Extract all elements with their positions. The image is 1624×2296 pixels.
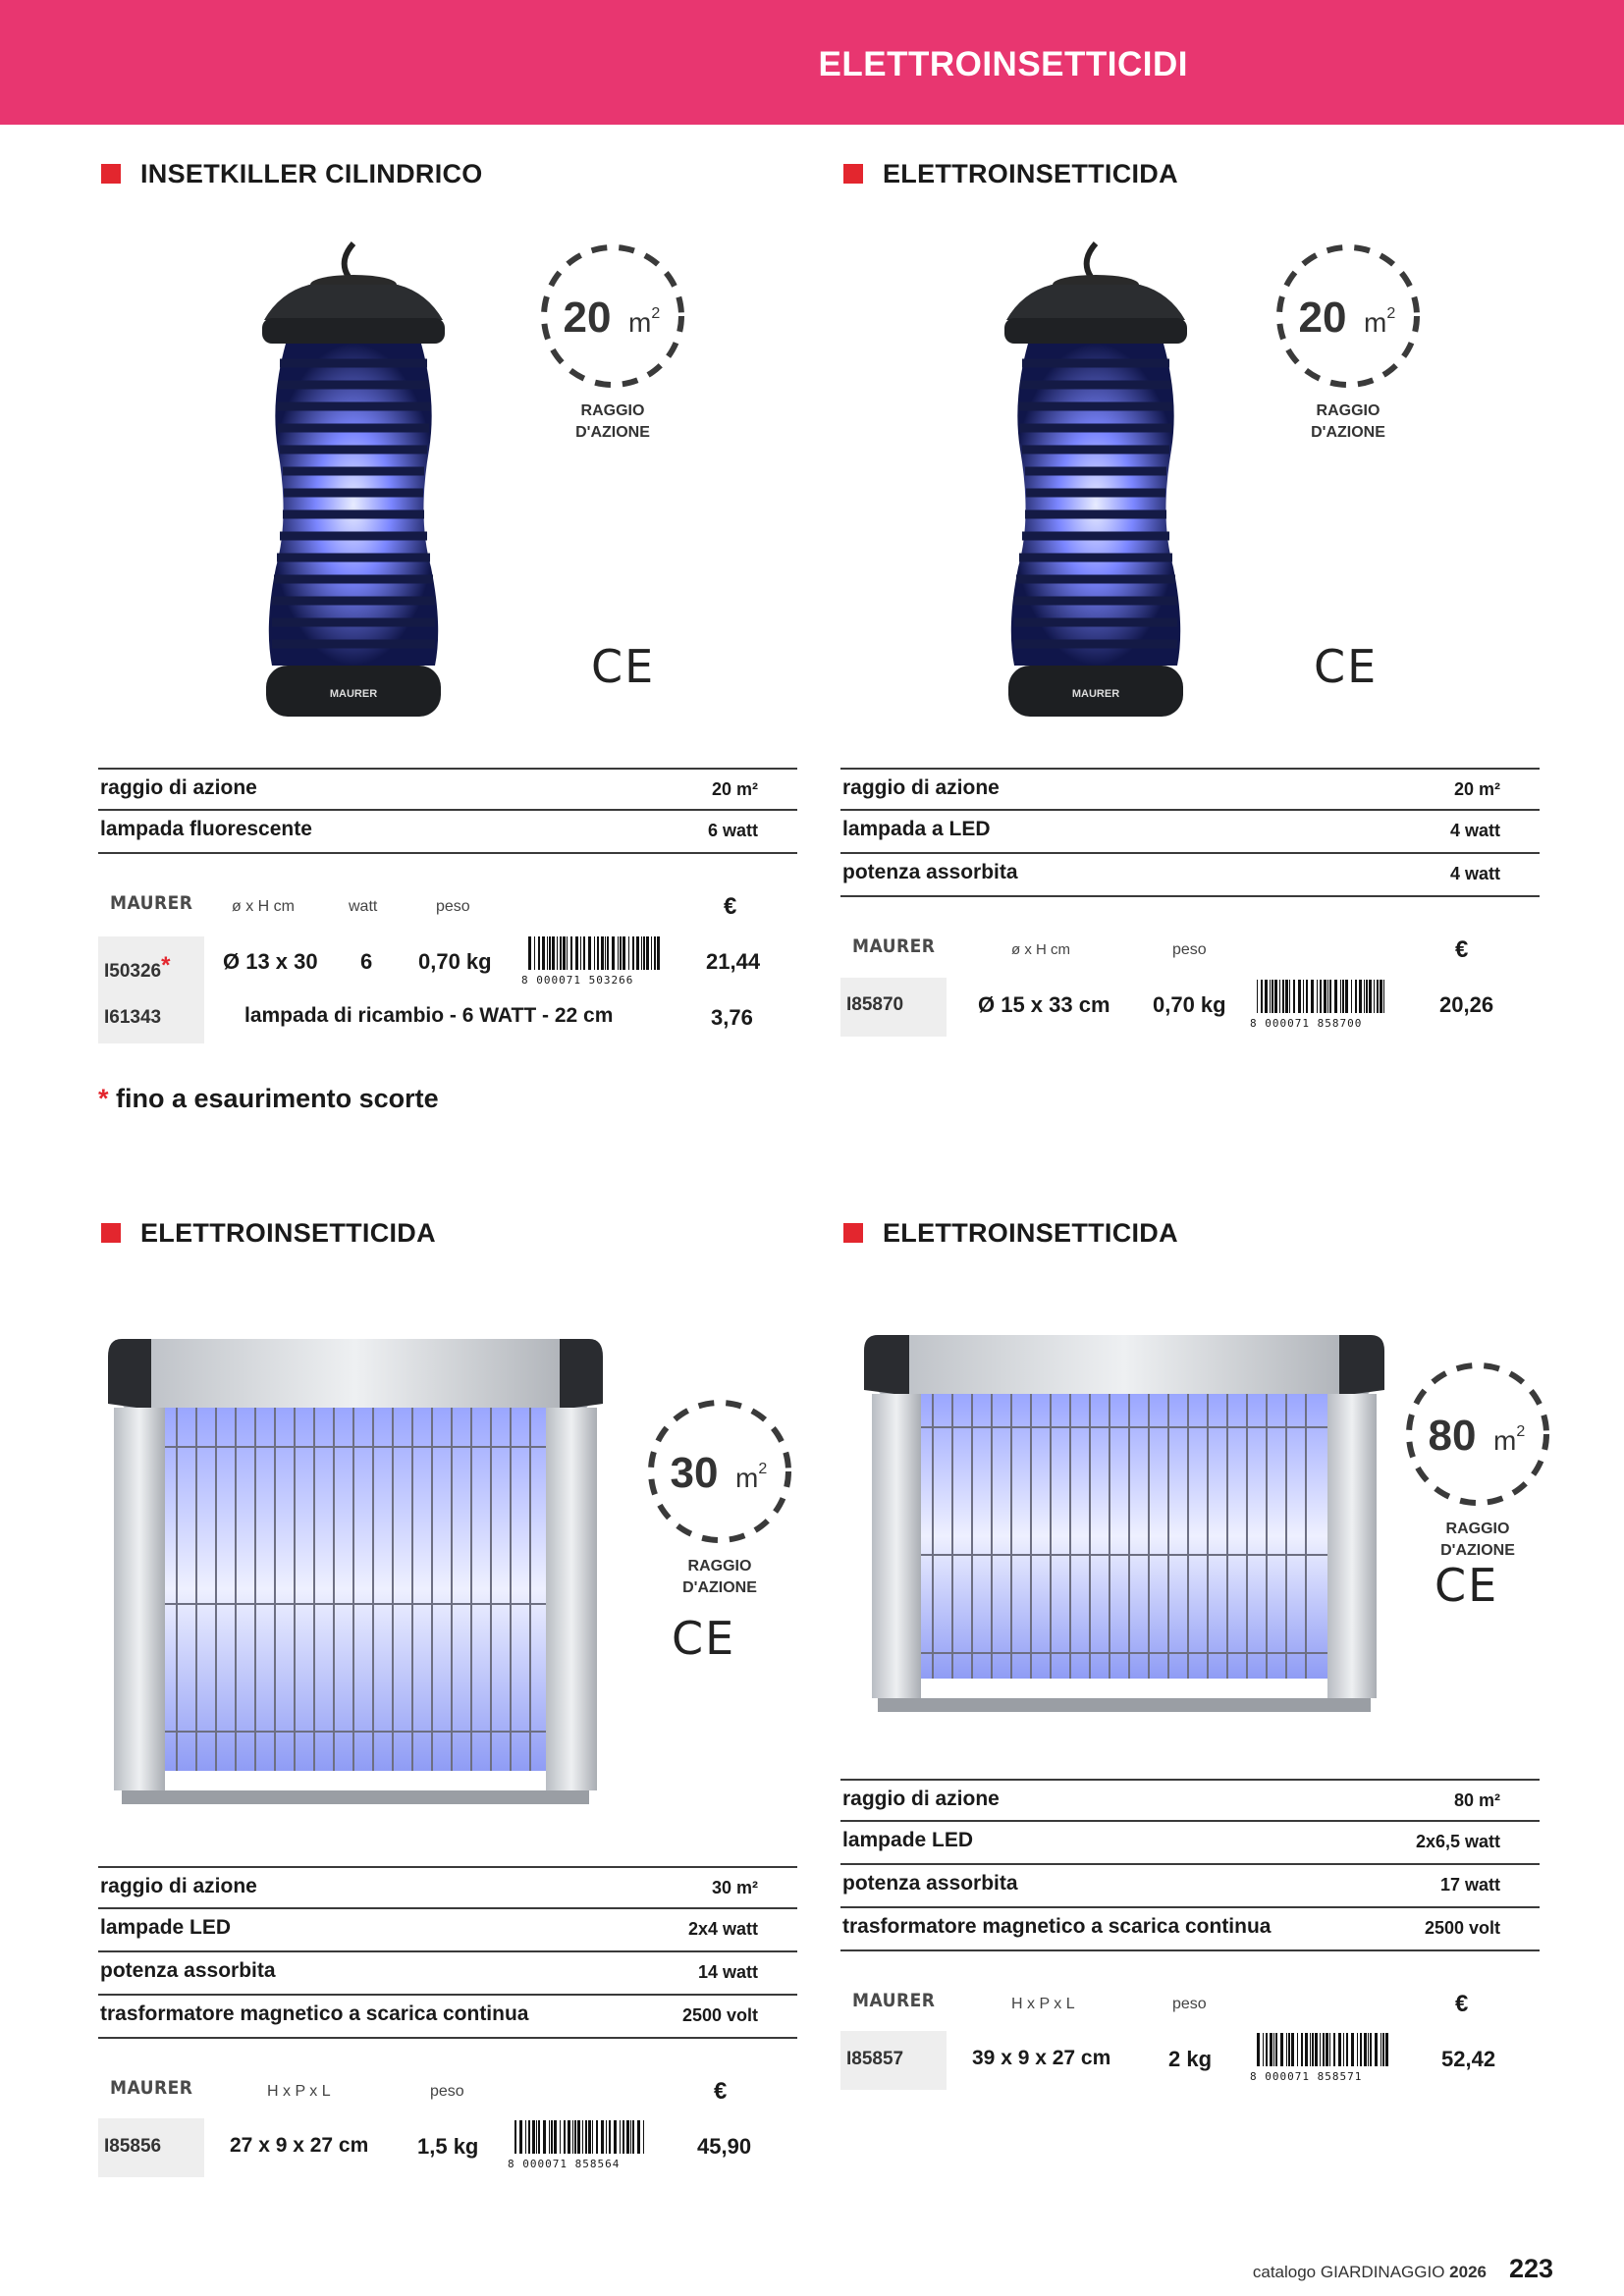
section-title-text: ELETTROINSETTICIDA: [883, 1218, 1178, 1248]
spec-row: [840, 1908, 1540, 1951]
spec-label: raggio di azione: [100, 1875, 257, 1897]
spec-value: 2x4 watt: [687, 1919, 758, 1939]
product-code: I85857: [846, 2049, 904, 2069]
barcode-icon: [524, 936, 662, 978]
badge-area-unit: m: [628, 307, 652, 338]
spec-row: [98, 1909, 797, 1952]
product-price: 3,76: [711, 1005, 753, 1030]
spec-value: 2x6,5 watt: [1415, 1832, 1500, 1851]
product-code: I61343: [104, 1007, 162, 1028]
col-head-watt: watt: [349, 898, 378, 915]
spec-row: [98, 1866, 797, 1909]
spec-table: [98, 768, 797, 854]
col-head-weight: peso: [436, 898, 470, 915]
badge-area-exp: 2: [651, 305, 661, 322]
cylindrical-insect-killer-led-image: [993, 234, 1199, 726]
dashed-ring-icon: [637, 1389, 802, 1554]
dashed-ring-icon: [530, 234, 695, 399]
badge-label-line2: D'AZIONE: [575, 424, 650, 441]
dashed-ring-icon: [1395, 1352, 1560, 1517]
badge-area-exp: 2: [1516, 1423, 1526, 1440]
badge-area-value: 20: [1298, 294, 1347, 342]
spec-value: 30 m²: [711, 1878, 758, 1897]
header-bar: [0, 0, 1624, 125]
spec-label: raggio di azione: [842, 1788, 1000, 1810]
col-head-dim: ø x H cm: [232, 898, 295, 915]
stock-note: [98, 1084, 439, 1114]
badge-area-value: 30: [670, 1449, 719, 1497]
badge-label-line2: D'AZIONE: [1440, 1542, 1515, 1559]
replacement-lamp-desc: lampada di ricambio - 6 WATT - 22 cm: [244, 1004, 614, 1027]
footer-catalog: [1253, 2263, 1487, 2282]
product-weight: 2 kg: [1168, 2047, 1213, 2071]
spec-value: 6 watt: [707, 821, 758, 840]
badge-area-unit: m: [735, 1463, 759, 1493]
spec-value: 4 watt: [1449, 821, 1500, 840]
spec-label: lampada fluorescente: [100, 818, 312, 840]
badge-area-value: 20: [563, 294, 612, 342]
spec-row: [840, 811, 1540, 854]
code-cell: [840, 2031, 947, 2090]
product-weight: 0,70 kg: [1153, 992, 1226, 1017]
spec-value: 20 m²: [711, 779, 758, 799]
product-price: 52,42: [1441, 2047, 1496, 2071]
dashed-ring-icon: [1266, 234, 1431, 399]
ce-mark: CE: [672, 1612, 736, 1665]
footer-year: 2026: [1449, 2263, 1487, 2281]
spec-value: 14 watt: [697, 1962, 758, 1982]
barcode-number: 8 000071 858571: [1250, 2070, 1363, 2083]
barcode-icon: [1253, 2033, 1390, 2074]
section-title-text: ELETTROINSETTICIDA: [140, 1218, 436, 1248]
barcode-number: 8 000071 858564: [508, 2158, 621, 2170]
badge-area-unit: m: [1493, 1425, 1517, 1456]
spec-value: 2500 volt: [681, 2005, 758, 2025]
svg-text:m2: [1493, 1423, 1525, 1456]
action-radius-badge: [637, 1389, 802, 1599]
barcode: [521, 936, 662, 987]
section-bullet: [101, 164, 121, 184]
spec-label: potenza assorbita: [842, 861, 1018, 883]
col-head-price: €: [1455, 1991, 1469, 2017]
svg-text:MAURER: MAURER: [1071, 688, 1120, 700]
product-price: 21,44: [706, 949, 761, 974]
code-cell: [98, 936, 204, 995]
section-title-text: INSETKILLER CILINDRICO: [140, 159, 483, 188]
barcode: [1250, 2033, 1390, 2083]
spec-table: [840, 768, 1540, 897]
spec-row: [840, 1779, 1540, 1822]
product-dim: Ø 15 x 33 cm: [978, 992, 1110, 1017]
spec-value: 20 m²: [1453, 779, 1500, 799]
product-dim: 27 x 9 x 27 cm: [230, 2134, 369, 2157]
header-title: ELETTROINSETTICIDI: [818, 45, 1188, 83]
spec-label: lampade LED: [100, 1916, 232, 1939]
footer-catalog-text: catalogo GIARDINAGGIO: [1252, 2263, 1445, 2281]
spec-value: 2500 volt: [1424, 1918, 1500, 1938]
brand-logo: MAURER: [852, 935, 936, 957]
ce-mark: CE: [1314, 640, 1379, 693]
col-head-price: €: [1455, 936, 1469, 963]
spec-row: [840, 768, 1540, 811]
box-insect-killer-80-image: [864, 1329, 1384, 1722]
section-bullet: [101, 1223, 121, 1243]
product-price: 20,26: [1439, 992, 1494, 1017]
badge-area-exp: 2: [758, 1461, 768, 1477]
spec-row: [840, 1822, 1540, 1865]
spec-label: raggio di azione: [100, 776, 257, 799]
barcode-icon: [511, 2120, 648, 2162]
section-bullet: [843, 1223, 863, 1243]
red-star: *: [161, 952, 171, 979]
spec-label: raggio di azione: [842, 776, 1000, 799]
spec-label: trasformatore magnetico a scarica continua: [842, 1915, 1272, 1938]
note-text: fino a esaurimento scorte: [116, 1084, 439, 1113]
spec-row: [98, 811, 797, 854]
section-title-text: ELETTROINSETTICIDA: [883, 159, 1178, 188]
badge-label-line1: RAGGIO: [580, 402, 645, 419]
cylindrical-insect-killer-image: [250, 234, 457, 726]
action-radius-badge: [1395, 1352, 1560, 1562]
product-dim: 39 x 9 x 27 cm: [972, 2047, 1111, 2069]
product-code: I85870: [846, 994, 904, 1015]
badge-label-line1: RAGGIO: [1316, 402, 1380, 419]
brand-logo: MAURER: [110, 892, 193, 914]
col-head-weight: peso: [1172, 941, 1207, 958]
barcode-number: 8 000071 503266: [521, 974, 634, 987]
code-cell: [840, 978, 947, 1037]
box-insect-killer-30-image: [108, 1309, 603, 1810]
spec-row: [98, 768, 797, 811]
spec-row: [840, 854, 1540, 897]
product-code-text: I50326: [104, 961, 162, 982]
svg-text:m2: [1364, 305, 1395, 338]
section-title-elettroinsetticida-30: [101, 1218, 436, 1249]
spec-row: [98, 1996, 797, 2039]
badge-label-line1: RAGGIO: [1445, 1521, 1510, 1537]
spec-value: 17 watt: [1439, 1875, 1500, 1895]
code-cell: [98, 990, 204, 1043]
product-weight: 1,5 kg: [417, 2134, 479, 2159]
spec-label: potenza assorbita: [842, 1872, 1018, 1895]
spec-label: lampada a LED: [842, 818, 991, 840]
product-dim: Ø 13 x 30: [223, 949, 318, 974]
spec-label: lampade LED: [842, 1829, 974, 1851]
svg-text:m2: [628, 305, 660, 338]
badge-label-line2: D'AZIONE: [682, 1579, 757, 1596]
col-head-price: €: [714, 2078, 728, 2105]
product-code: [104, 952, 170, 983]
barcode: [1250, 980, 1390, 1030]
product-weight: 0,70 kg: [418, 949, 492, 974]
spec-table: [98, 1866, 797, 2039]
brand-logo: MAURER: [110, 2077, 193, 2099]
barcode: [508, 2120, 648, 2170]
col-head-dim: H x P x L: [267, 2083, 331, 2100]
badge-label-line2: D'AZIONE: [1311, 424, 1385, 441]
col-head-dim: H x P x L: [1011, 1996, 1075, 2012]
svg-text:m2: [735, 1461, 767, 1493]
spec-table: [840, 1779, 1540, 1951]
note-star: *: [98, 1084, 109, 1113]
col-head-dim: ø x H cm: [1011, 941, 1070, 958]
product-watt: 6: [360, 949, 373, 974]
action-radius-badge: [530, 234, 695, 444]
spec-value: 4 watt: [1449, 864, 1500, 883]
spec-value: 80 m²: [1453, 1790, 1500, 1810]
col-head-weight: peso: [1172, 1996, 1207, 2012]
col-head-weight: peso: [430, 2083, 464, 2100]
col-head-price: €: [724, 893, 737, 920]
badge-label-line1: RAGGIO: [687, 1558, 752, 1575]
section-title-insetkiller: [101, 159, 483, 189]
svg-text:MAURER: MAURER: [329, 688, 378, 700]
spec-row: [840, 1865, 1540, 1908]
section-title-elettroinsetticida-led: [843, 159, 1178, 189]
spec-label: potenza assorbita: [100, 1959, 276, 1982]
badge-area-exp: 2: [1386, 305, 1396, 322]
section-title-elettroinsetticida-80: [843, 1218, 1178, 1249]
code-cell: [98, 2118, 204, 2177]
badge-area-unit: m: [1364, 307, 1387, 338]
action-radius-badge: [1266, 234, 1431, 444]
brand-logo: MAURER: [852, 1990, 936, 2011]
barcode-number: 8 000071 858700: [1250, 1017, 1363, 1030]
section-bullet: [843, 164, 863, 184]
ce-mark: CE: [1435, 1559, 1499, 1612]
product-code: I85856: [104, 2136, 162, 2157]
badge-area-value: 80: [1428, 1412, 1477, 1460]
page-number: 223: [1508, 2254, 1553, 2283]
ce-mark: CE: [591, 640, 656, 693]
spec-label: trasformatore magnetico a scarica continua: [100, 2002, 529, 2025]
spec-row: [98, 1952, 797, 1996]
barcode-icon: [1253, 980, 1390, 1021]
product-price: 45,90: [697, 2134, 752, 2159]
